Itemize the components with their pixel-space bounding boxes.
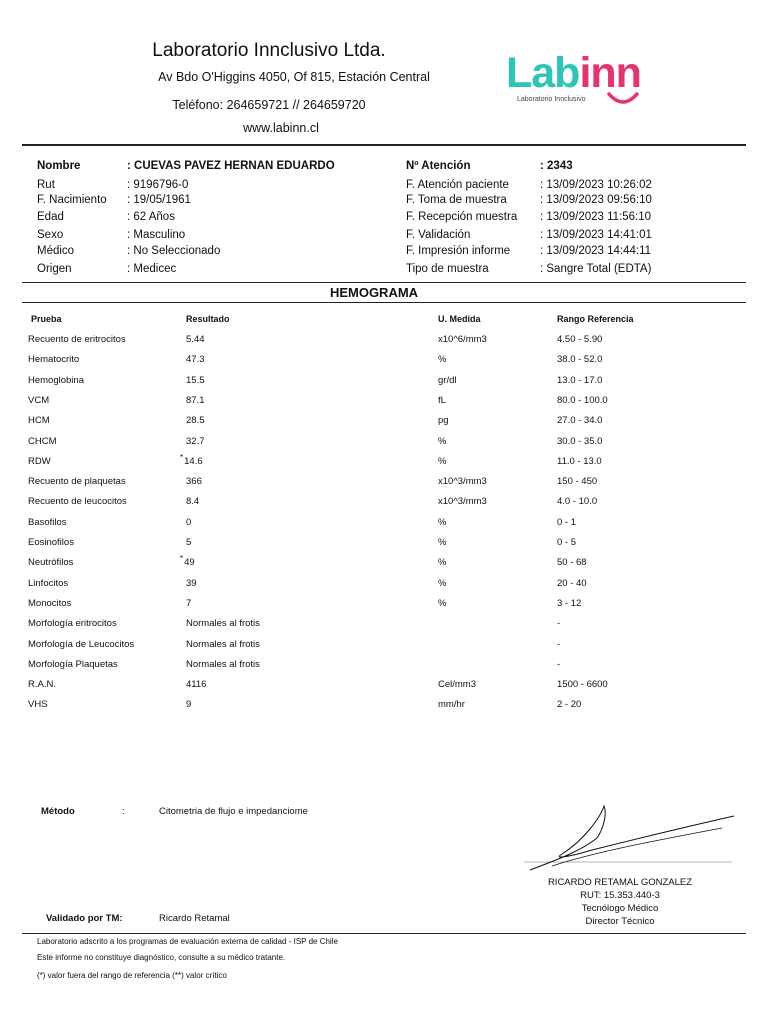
result-value: Normales al frotis (186, 639, 260, 650)
result-value: 9 (186, 699, 192, 710)
patient-field-label: F. Nacimiento (37, 194, 107, 206)
attention-field-label: F. Atención paciente (406, 179, 509, 191)
cell-test: Linfocitos (28, 578, 69, 589)
result-value: 7 (186, 598, 192, 609)
footer-divider (22, 933, 746, 934)
result-value: Normales al frotis (186, 659, 260, 670)
cell-unit: % (438, 354, 447, 365)
cell-result (186, 578, 197, 589)
cell-test: Monocitos (28, 598, 72, 609)
cell-range: - (557, 618, 561, 629)
cell-unit: % (438, 456, 447, 467)
patient-field-label: Médico (37, 245, 75, 257)
cell-result (186, 699, 191, 710)
smile-icon (606, 92, 640, 108)
method-colon: : (122, 806, 125, 817)
footer-line-1: Laboratorio adscrito a los programas de evaluación externa de calidad - ISP de Chile (37, 937, 338, 946)
patient-field-label: Sexo (37, 229, 64, 241)
cell-test: Recuento de plaquetas (28, 476, 126, 487)
patient-divider (22, 282, 746, 283)
signature-image (522, 798, 742, 878)
validated-value: Ricardo Retamal (159, 913, 230, 924)
result-value: 8.4 (186, 496, 200, 507)
cell-unit: x10^6/mm3 (438, 334, 487, 345)
footer-line-3: (*) valor fuera del rango de referencia (**) valor crítico (37, 971, 227, 980)
signer-title: Tecnólogo Médico (581, 903, 659, 914)
cell-unit: pg (438, 415, 449, 426)
footer-line-2: Este informe no constituye diagnóstico, consulte a su médico tratante. (37, 953, 286, 962)
cell-test: CHCM (28, 436, 57, 447)
cell-result (186, 639, 260, 650)
cell-test: HCM (28, 415, 50, 426)
cell-test: Recuento de eritrocitos (28, 334, 126, 345)
patient-field-value: : 19/05/1961 (127, 194, 191, 206)
cell-range: 27.0 - 34.0 (557, 415, 603, 426)
cell-range: 38.0 - 52.0 (557, 354, 603, 365)
attention-field-label: Nº Atención (406, 160, 471, 172)
patient-field-label: Rut (37, 179, 55, 191)
cell-result (186, 415, 205, 426)
logo-wordmark: Labinn (506, 49, 641, 97)
cell-test: Hemoglobina (28, 375, 84, 386)
cell-result (186, 375, 205, 386)
attention-field-label: F. Toma de muestra (406, 194, 507, 206)
cell-range: 150 - 450 (557, 476, 598, 487)
cell-range: - (557, 659, 561, 670)
cell-range: 2 - 20 (557, 699, 582, 710)
signer-role: Director Técnico (585, 916, 655, 927)
attention-field-label: F. Impresión informe (406, 245, 511, 257)
lab-address: Av Bdo O'Higgins 4050, Of 815, Estación Central (158, 70, 430, 84)
cell-range: 4.50 - 5.90 (557, 334, 603, 345)
cell-test: Morfología eritrocitos (28, 618, 117, 629)
cell-test: VCM (28, 395, 50, 406)
cell-range: 80.0 - 100.0 (557, 395, 608, 406)
cell-range: - (557, 639, 561, 650)
attention-field-value: : 13/09/2023 09:56:10 (540, 194, 652, 206)
cell-test: R.A.N. (28, 679, 56, 690)
method-value: Citometria de flujo e impedanciome (159, 806, 308, 817)
cell-range: 13.0 - 17.0 (557, 375, 603, 386)
method-label: Método (41, 806, 75, 817)
labinn-logo (506, 49, 656, 114)
patient-field-label: Origen (37, 263, 72, 275)
cell-unit: mm/hr (438, 699, 465, 710)
signature-block (510, 876, 730, 928)
cell-test: Basofilos (28, 517, 67, 528)
result-value: 39 (186, 578, 197, 589)
out-of-range-flag: * (180, 453, 184, 462)
result-value: 28.5 (186, 415, 205, 426)
signer-name: RICARDO RETAMAL GONZALEZ (547, 877, 693, 888)
cell-range: 1500 - 6600 (557, 679, 608, 690)
cell-unit: fL (438, 395, 446, 406)
patient-field-value: : CUEVAS PAVEZ HERNAN EDUARDO (127, 160, 335, 172)
cell-result (186, 436, 205, 447)
patient-field-value: : Medicec (127, 263, 177, 275)
lab-name: Laboratorio Innclusivo Ltda. (152, 40, 386, 61)
cell-range: 3 - 12 (557, 598, 582, 609)
cell-range: 11.0 - 13.0 (557, 456, 602, 467)
cell-range: 30.0 - 35.0 (557, 436, 603, 447)
lab-website: www.labinn.cl (243, 121, 319, 135)
result-value: 4116 (186, 679, 207, 690)
logo-subtitle: Laboratorio Innclusivo (517, 96, 586, 103)
patient-field-label: Edad (37, 211, 64, 223)
patient-field-label: Nombre (37, 160, 81, 172)
cell-unit: x10^3/mm3 (438, 496, 487, 507)
cell-result (186, 476, 202, 487)
cell-result (186, 354, 205, 365)
result-value: 15.5 (186, 375, 205, 386)
cell-result (186, 334, 205, 345)
out-of-range-flag: * (180, 554, 184, 563)
header-test: Prueba (31, 314, 62, 324)
cell-result (186, 395, 205, 406)
cell-unit: % (438, 436, 447, 447)
result-value: 366 (186, 476, 202, 487)
cell-range: 4.0 - 10.0 (557, 496, 598, 507)
patient-field-value: : 9196796-0 (127, 179, 189, 191)
cell-result (180, 554, 195, 568)
result-value: 5 (186, 537, 192, 548)
cell-test: Neutrófilos (28, 557, 74, 568)
attention-field-value: : 2343 (540, 160, 573, 172)
lab-phone: Teléfono: 264659721 // 264659720 (172, 98, 366, 112)
cell-range: 0 - 1 (557, 517, 577, 528)
attention-field-value: : 13/09/2023 14:44:11 (540, 245, 652, 257)
cell-result (186, 598, 191, 609)
result-value: 0 (186, 517, 192, 528)
signer-rut: RUT: 15.353.440-3 (580, 890, 660, 901)
cell-unit: % (438, 537, 447, 548)
cell-unit: % (438, 598, 447, 609)
attention-field-value: : Sangre Total (EDTA) (540, 263, 652, 275)
result-value: 5.44 (186, 334, 205, 345)
attention-field-label: F. Recepción muestra (406, 211, 518, 223)
header-result: Resultado (186, 314, 230, 324)
cell-result (186, 618, 260, 629)
result-value: 49 (184, 557, 195, 568)
attention-field-label: F. Validación (406, 229, 471, 241)
patient-field-value: : Masculino (127, 229, 186, 241)
patient-field-value: : No Seleccionado (127, 245, 221, 257)
cell-range: 0 - 5 (557, 537, 577, 548)
attention-field-label: Tipo de muestra (406, 263, 489, 275)
section-divider (22, 302, 746, 303)
result-value: 14.6 (184, 456, 203, 467)
header-divider (22, 144, 746, 146)
cell-test: Eosinofilos (28, 537, 74, 548)
cell-test: Recuento de leucocitos (28, 496, 127, 507)
cell-range: 50 - 68 (557, 557, 587, 568)
validated-label: Validado por TM: (46, 913, 123, 924)
cell-range: 20 - 40 (557, 578, 587, 589)
cell-test: Hematocrito (28, 354, 80, 365)
result-value: 87.1 (186, 395, 205, 406)
header-unit: U. Medida (438, 314, 481, 324)
cell-result (186, 659, 260, 670)
section-title: HEMOGRAMA (329, 285, 419, 300)
cell-unit: gr/dl (438, 375, 457, 386)
header-range: Rango Referencia (557, 314, 634, 324)
cell-result (186, 537, 191, 548)
cell-unit: % (438, 578, 447, 589)
cell-result (186, 496, 199, 507)
result-value: 47.3 (186, 354, 205, 365)
cell-unit: % (438, 517, 447, 528)
cell-test: RDW (28, 456, 51, 467)
cell-test: Morfología Plaquetas (28, 659, 118, 670)
cell-unit: % (438, 557, 447, 568)
cell-result (186, 517, 191, 528)
cell-result (180, 453, 203, 467)
result-value: Normales al frotis (186, 618, 260, 629)
cell-result (186, 679, 206, 690)
cell-unit: x10^3/mm3 (438, 476, 487, 487)
patient-field-value: : 62 Años (127, 211, 175, 223)
attention-field-value: : 13/09/2023 14:41:01 (540, 229, 652, 241)
cell-unit: Cel/mm3 (438, 679, 477, 690)
result-value: 32.7 (186, 436, 205, 447)
attention-field-value: : 13/09/2023 10:26:02 (540, 179, 652, 191)
cell-test: Morfología de Leucocitos (28, 639, 135, 650)
cell-test: VHS (28, 699, 48, 710)
attention-field-value: : 13/09/2023 11:56:10 (540, 211, 652, 223)
